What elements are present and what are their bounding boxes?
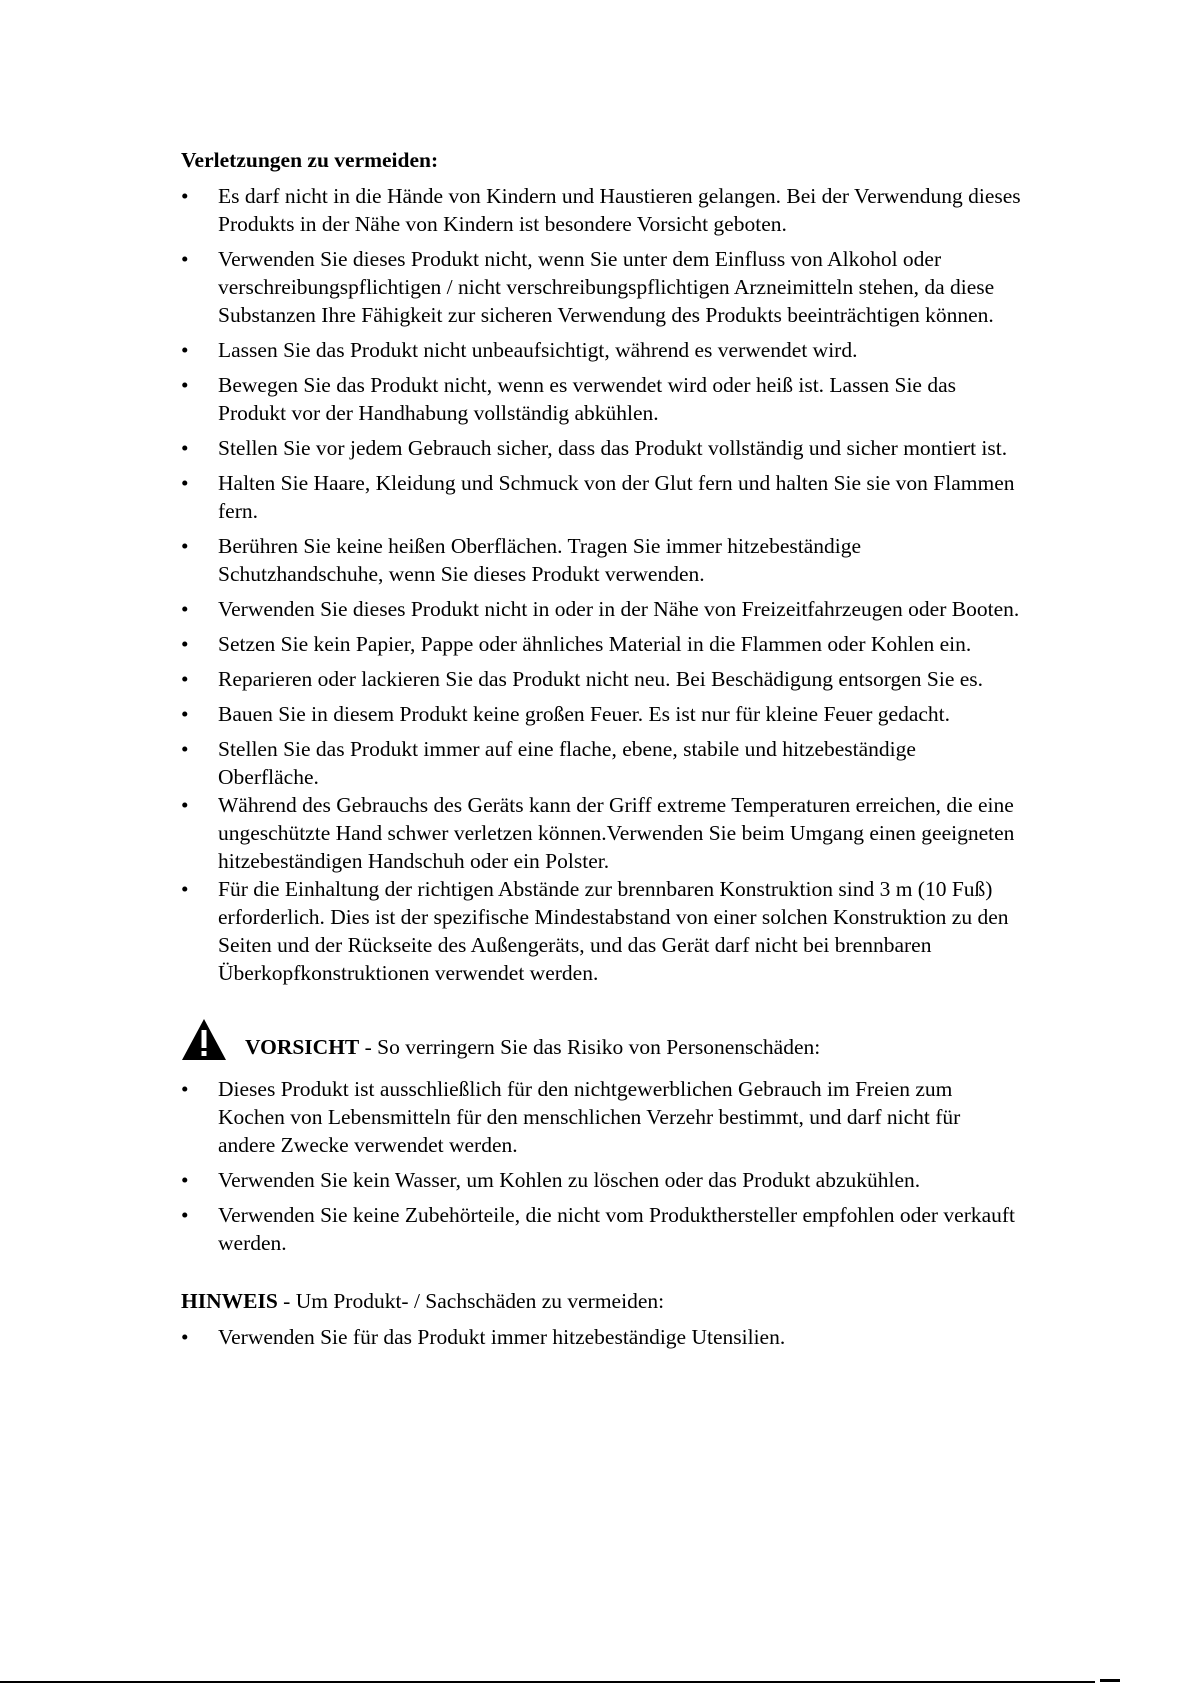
footer-mark (1100, 1679, 1120, 1682)
list-item: • Stellen Sie das Produkt immer auf eine flache, ebene, stabile und hitzebeständige Oberfläche. (181, 735, 1021, 791)
notice-list (181, 1323, 1021, 1351)
list-item: • Setzen Sie kein Papier, Pappe oder ähnliches Material in die Flammen oder Kohlen ein. (181, 630, 1021, 658)
list-item: • Stellen Sie vor jedem Gebrauch sicher, dass das Produkt vollständig und sicher montiert ist. (181, 434, 1021, 462)
list-item: • Lassen Sie das Produkt nicht unbeaufsichtigt, während es verwendet wird. (181, 336, 1021, 364)
caution-text (245, 1033, 820, 1061)
list-item: • Verwenden Sie dieses Produkt nicht, wenn Sie unter dem Einfluss von Alkohol oder verschreibungspflichtigen / nicht verschreibungspflichtigen Arzneimitteln stehen, da diese Substanzen Ihre Fähigkeit zur sicheren Verwendung des Produkts beeinträchtigen können. (181, 245, 1021, 329)
list-item: • Halten Sie Haare, Kleidung und Schmuck von der Glut fern und halten Sie sie von Flammen fern. (181, 469, 1021, 525)
list-item: • Es darf nicht in die Hände von Kindern und Haustieren gelangen. Bei der Verwendung dieses Produkts in der Nähe von Kindern ist besondere Vorsicht geboten. (181, 182, 1021, 238)
list-item: • Verwenden Sie dieses Produkt nicht in oder in der Nähe von Freizeitfahrzeugen oder Booten. (181, 595, 1021, 623)
list-item: • Für die Einhaltung der richtigen Abstände zur brennbaren Konstruktion sind 3 m (10 Fuß) erforderlich. Dies ist der spezifische Mindestabstand von einer solchen Konstruktion zu den Seiten und der Rückseite des Außengeräts, und das Gerät darf nicht bei brennbaren Überkopfkonstruktionen verwendet werden. (181, 875, 1021, 987)
injury-list-continued (181, 791, 1021, 987)
notice-label: HINWEIS (181, 1289, 278, 1313)
list-item: • Reparieren oder lackieren Sie das Produkt nicht neu. Bei Beschädigung entsorgen Sie es. (181, 665, 1021, 693)
notice-description: - Um Produkt- / Sachschäden zu vermeiden: (277, 1289, 665, 1313)
list-item: • Bewegen Sie das Produkt nicht, wenn es verwendet wird oder heiß ist. Lassen Sie das Produkt vor der Handhabung vollständig abkühlen. (181, 371, 1021, 427)
list-item: • Verwenden Sie kein Wasser, um Kohlen zu löschen oder das Produkt abzukühlen. (181, 1166, 1021, 1194)
warning-triangle-icon (181, 1017, 227, 1061)
list-item: • Verwenden Sie für das Produkt immer hitzebeständige Utensilien. (181, 1323, 1021, 1351)
list-item: • Berühren Sie keine heißen Oberflächen. Tragen Sie immer hitzebeständige Schutzhandschuhe, wenn Sie dieses Produkt verwenden. (181, 532, 1021, 588)
list-item: • Dieses Produkt ist ausschließlich für den nichtgewerblichen Gebrauch im Freien zum Kochen von Lebensmitteln für den menschlichen Verzehr bestimmt, und darf nicht für andere Zwecke verwendet werden. (181, 1075, 1021, 1159)
list-item: • Bauen Sie in diesem Produkt keine großen Feuer. Es ist nur für kleine Feuer gedacht. (181, 700, 1021, 728)
page-content (181, 146, 1021, 1358)
caution-description: - So verringern Sie das Risiko von Personenschäden: (359, 1035, 821, 1059)
footer-rule (0, 1681, 1095, 1683)
list-item: • Während des Gebrauchs des Geräts kann der Griff extreme Temperaturen erreichen, die eine ungeschützte Hand schwer verletzen können.Verwenden Sie beim Umgang einen geeigneten hitzebeständigen Handschuh oder ein Polster. (181, 791, 1021, 875)
caution-heading (181, 1015, 1021, 1061)
caution-label: VORSICHT (245, 1035, 360, 1059)
section-heading-injury: Verletzungen zu vermeiden: (181, 148, 439, 172)
caution-list (181, 1075, 1021, 1257)
list-item: • Verwenden Sie keine Zubehörteile, die nicht vom Produkthersteller empfohlen oder verkauft werden. (181, 1201, 1021, 1257)
injury-list (181, 182, 1021, 791)
notice-heading (181, 1287, 1021, 1315)
